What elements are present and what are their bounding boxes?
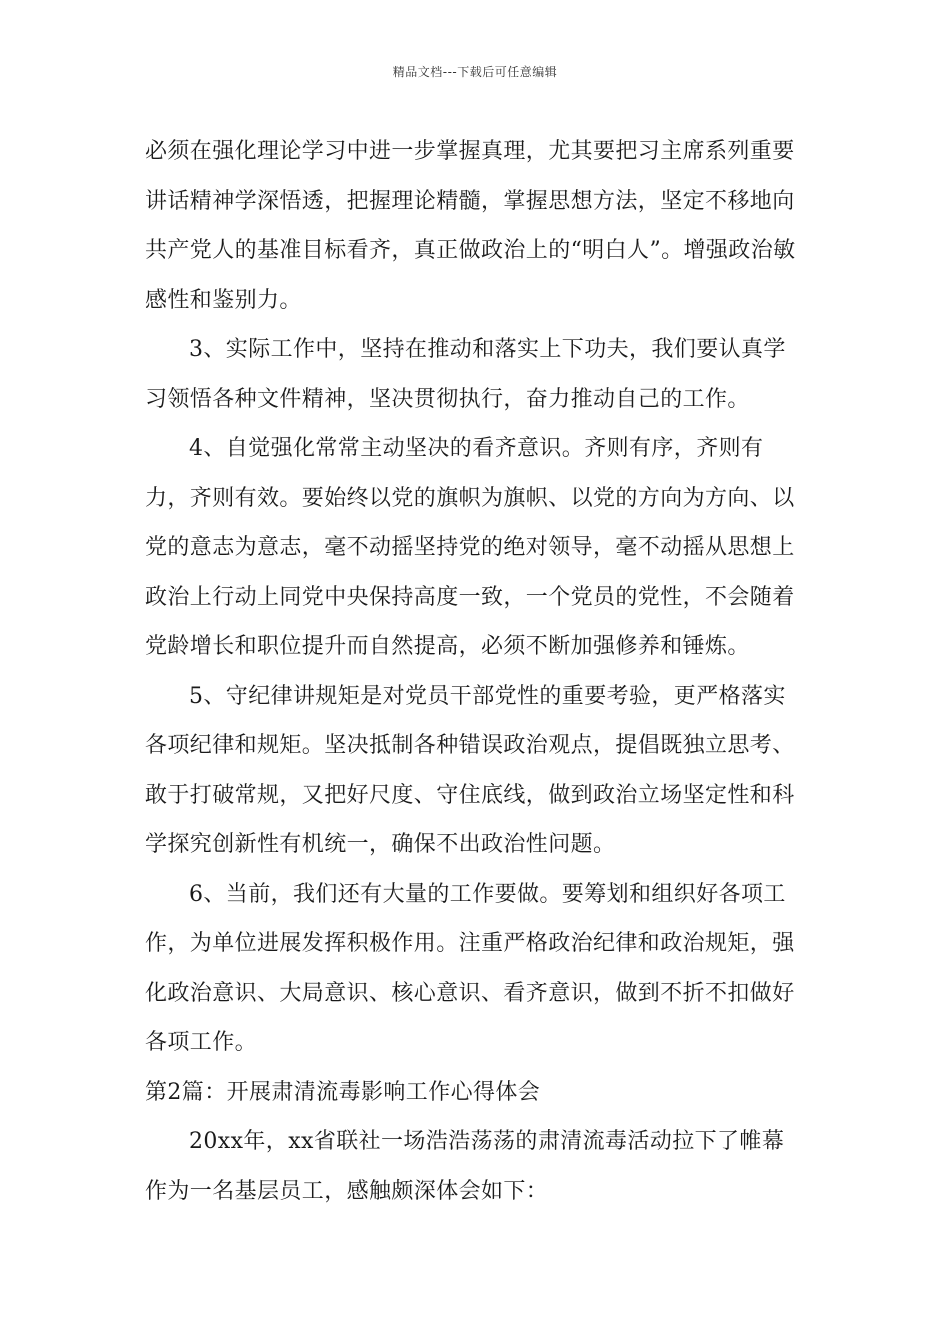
paragraph-intro: 20xx年，xx省联社一场浩浩荡荡的肃清流毒活动拉下了帷幕作为一名基层员工，感触颇深体会如下：: [145, 1129, 785, 1204]
paragraph-item-6: 6、当前，我们还有大量的工作要做。要筹划和组织好各项工作，为单位进展发挥积极作用。注重严格政治纪律和政治规矩，强化政治意识、大局意识、核心意识、看齐意识，做到不折不扣做好各项工作。: [145, 881, 795, 1055]
section-heading: 第2篇：开展肃清流毒影响工作心得体会: [145, 1079, 541, 1105]
page-header: 精品文档---下载后可任意编辑: [392, 65, 558, 79]
paragraph-item-3: 3、实际工作中，坚持在推动和落实上下功夫，我们要认真学习领悟各种文件精神，坚决贯彻执行，奋力推动自己的工作。: [145, 337, 786, 412]
paragraph-item-4: 4、自觉强化常常主动坚决的看齐意识。齐则有序，齐则有力，齐则有效。要始终以党的旗帜为旗帜、以党的方向为方向、以党的意志为意志，毫不动摇坚持党的绝对领导，毫不动摇从思想上政治上行动上同党中央保持高度一致，一个党员的党性，不会随着党龄增长和职位提升而自然提高，必须不断加强修养和锤炼。: [145, 436, 795, 659]
paragraph-continuation: 必须在强化理论学习中进一步掌握真理，尤其要把习主席系列重要讲话精神学深悟透，把握理论精髓，掌握思想方法，坚定不移地向共产党人的基准目标看齐，真正做政治上的“明白人”。增强政治敏感性和鉴别力。: [145, 139, 796, 313]
document-body: [145, 127, 805, 1216]
paragraph-item-5: 5、守纪律讲规矩是对党员干部党性的重要考验，更严格落实各项纪律和规矩。坚决抵制各种错误政治观点，提倡既独立思考、敢于打破常规，又把好尺度、守住底线，做到政治立场坚定性和科学探究创新性有机统一，确保不出政治性问题。: [145, 683, 795, 857]
